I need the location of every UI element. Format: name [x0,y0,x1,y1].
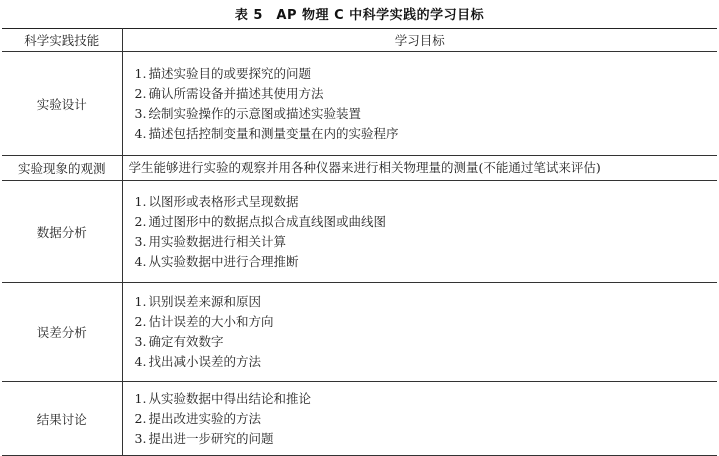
table-row [2,382,717,456]
goal-item: 4. 从实验数据中进行合理推断 [134,253,299,269]
skill-cell: 实验设计 [2,52,122,156]
goal-item: 1. 从实验数据中得出结论和推论 [134,390,312,406]
skill-cell: 实验现象的观测 [2,156,122,181]
goals-cell [122,283,717,382]
goals-cell [122,382,717,456]
table-row [2,156,717,181]
skill-cell: 误差分析 [2,283,122,382]
goal-item: 2. 确认所需设备并描述其使用方法 [134,85,324,101]
goal-item: 3. 提出进一步研究的问题 [134,430,274,446]
goal-item: 3. 用实验数据进行相关计算 [134,233,287,249]
goals-cell [122,52,717,156]
table-caption: 表 5 AP 物理 C 中科学实践的学习目标 [234,8,485,23]
goal-item: 4. 描述包括控制变量和测量变量在内的实验程序 [134,125,399,141]
table-row [2,181,717,283]
goal-item: 1. 以图形或表格形式呈现数据 [134,193,299,209]
goals-cell [122,156,717,181]
goals-cell [122,181,717,283]
goal-item: 学生能够进行实验的观察并用各种仪器来进行相关物理量的测量(不能通过笔试来评估) [128,160,601,175]
header-skill: 科学实践技能 [2,29,122,52]
objectives-table [2,28,717,456]
goal-item: 3. 确定有效数字 [134,334,224,349]
goal-item: 1. 识别误差来源和原因 [134,294,262,309]
header-goal: 学习目标 [122,29,717,52]
goal-item: 4. 找出减小误差的方法 [134,354,262,369]
goal-item: 3. 绘制实验操作的示意图或描述实验装置 [134,105,362,121]
goal-item: 2. 估计误差的大小和方向 [134,314,274,329]
skill-cell: 数据分析 [2,181,122,283]
table-row [2,283,717,382]
table-row [2,52,717,156]
skill-cell: 结果讨论 [2,382,122,456]
goal-item: 2. 通过图形中的数据点拟合成直线图或曲线图 [134,213,387,229]
table-header-row [2,29,717,52]
goal-item: 2. 提出改进实验的方法 [134,410,262,426]
goal-item: 1. 描述实验目的或要探究的问题 [134,65,312,81]
